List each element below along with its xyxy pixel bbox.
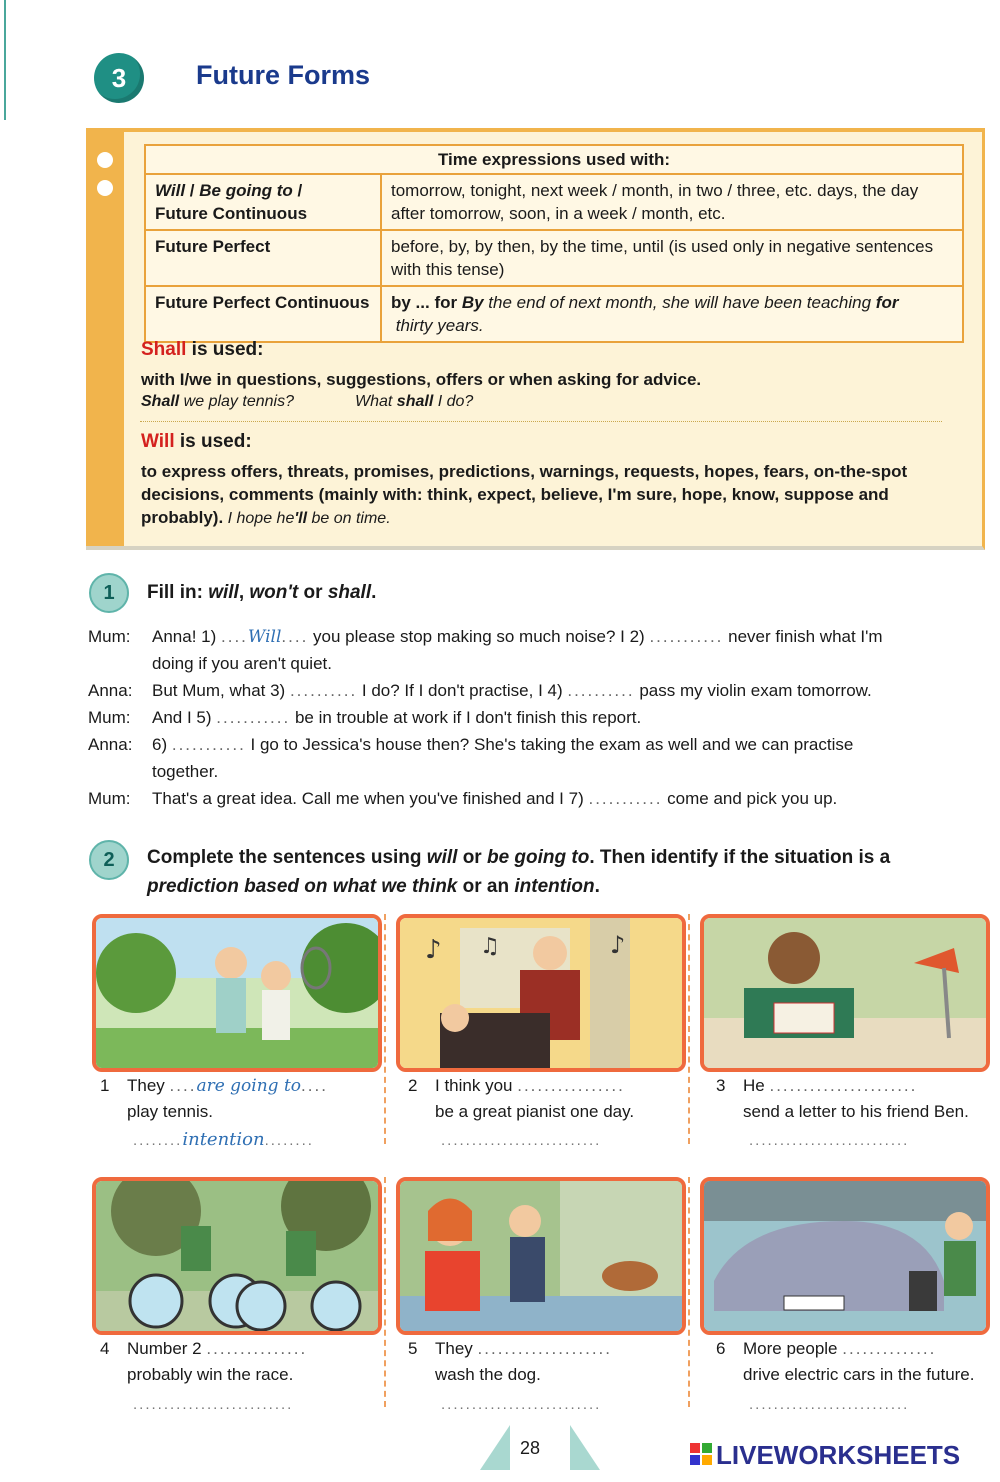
- svg-text:♪: ♪: [425, 935, 442, 965]
- brand-watermark: LIVEWORKSHEETS: [716, 1440, 961, 1470]
- item-line: More people ..............: [743, 1339, 937, 1358]
- item-2-answer-line[interactable]: ..........................: [441, 1132, 602, 1149]
- picture-letter: [700, 914, 990, 1072]
- item-1-blank[interactable]: ....are going to....: [169, 1076, 328, 1096]
- table-header: Time expressions used with:: [145, 145, 963, 174]
- item-line: They ....are going to....: [127, 1076, 328, 1096]
- time-expressions-table: [144, 144, 964, 343]
- item-3-blank[interactable]: ......................: [769, 1076, 918, 1095]
- blank-4[interactable]: ..........: [567, 681, 635, 700]
- speaker: Anna:: [88, 681, 133, 700]
- item-line: Number 2 ...............: [127, 1339, 308, 1358]
- item-line-2: wash the dog.: [435, 1365, 541, 1384]
- item-line-2: drive electric cars in the future.: [743, 1365, 975, 1384]
- dialogue-line: But Mum, what 3) .......... I do? If I don't practise, I 4) .......... pass my violin exam tomorrow.: [152, 681, 872, 700]
- item-line-2: play tennis.: [127, 1102, 213, 1121]
- row-text: by ... for By the end of next month, she will have been teaching for thirty years.: [381, 286, 963, 342]
- table-row: [145, 230, 963, 286]
- table-row: [145, 174, 963, 230]
- svg-text:♪: ♪: [610, 931, 626, 959]
- item-number: 6: [716, 1339, 726, 1358]
- blank-1[interactable]: ....Will....: [221, 627, 309, 647]
- dialogue-line: And I 5) ........... be in trouble at work if I don't finish this report.: [152, 708, 642, 727]
- picture-pianist: [396, 914, 686, 1072]
- exercise-2-title: Complete the sentences using will or be going to. Then identify if the situation is a prediction based on what we think or an intention.: [147, 847, 891, 897]
- blank-5[interactable]: ...........: [216, 708, 291, 727]
- table-row: [145, 286, 963, 342]
- blank-3[interactable]: ..........: [289, 681, 358, 700]
- shall-example-2: What shall I do?: [355, 393, 474, 410]
- item-line: He ......................: [743, 1076, 918, 1095]
- item-6-answer-line[interactable]: ..........................: [749, 1396, 910, 1413]
- section-number-badge: 3: [94, 53, 144, 103]
- page-number: 28: [520, 1438, 541, 1458]
- item-number: 5: [408, 1339, 418, 1358]
- dialogue-line-cont: doing if you aren't quiet.: [152, 654, 332, 673]
- item-4-answer-line[interactable]: ..........................: [133, 1396, 294, 1413]
- bullet-dot-icon: [97, 152, 113, 168]
- speaker: Anna:: [88, 735, 133, 754]
- dialogue-line: 6) ........... I go to Jessica's house then? She's taking the exam as well and we can practise: [152, 735, 854, 754]
- item-5-blank[interactable]: ....................: [477, 1339, 612, 1358]
- picture-tennis: [92, 914, 382, 1072]
- item-number: 1: [100, 1076, 110, 1095]
- dialogue-line: That's a great idea. Call me when you've finished and I 7) ........... come and pick you up.: [152, 789, 838, 808]
- shall-rule: with I/we in questions, suggestions, offers or when asking for advice.: [141, 370, 702, 389]
- column-divider: [688, 914, 690, 1144]
- liveworksheets-logo-icon: [690, 1443, 712, 1465]
- speaker: Mum:: [88, 708, 131, 727]
- row-text: tomorrow, tonight, next week / month, in two / three, etc. days, the day after tomorrow, soon, in a week / month, etc.: [381, 174, 963, 230]
- bullet-dot-icon: [97, 180, 113, 196]
- svg-text:♫: ♫: [480, 934, 500, 959]
- item-1-answer-line[interactable]: ........intention........: [133, 1129, 314, 1150]
- blank-6[interactable]: ...........: [171, 735, 246, 754]
- speaker: Mum:: [88, 627, 131, 646]
- shall-heading: Shall is used:: [141, 339, 264, 360]
- page-edge-line: [4, 0, 6, 120]
- blank-2[interactable]: ...........: [649, 627, 724, 646]
- exercise-1-title: Fill in: will, won't or shall.: [147, 582, 377, 603]
- item-line: I think you ................: [435, 1076, 625, 1095]
- item-line-2: probably win the race.: [127, 1365, 294, 1384]
- item-5-answer-line[interactable]: ..........................: [441, 1396, 602, 1413]
- column-divider: [688, 1177, 690, 1407]
- item-line: They ....................: [435, 1339, 612, 1358]
- row-label: Future Perfect: [145, 230, 381, 286]
- will-heading: Will is used:: [141, 431, 252, 452]
- dialogue-line-cont: together.: [152, 762, 219, 781]
- item-number: 2: [408, 1076, 418, 1095]
- blank-7[interactable]: ...........: [588, 789, 663, 808]
- column-divider: [384, 914, 386, 1144]
- speaker: Mum:: [88, 789, 131, 808]
- dialogue-line: Anna! 1) ....Will.... you please stop making so much noise? I 2) ........... never finish what I'm: [152, 627, 883, 647]
- picture-dog: [396, 1177, 686, 1335]
- item-2-blank[interactable]: ................: [517, 1076, 625, 1095]
- item-3-answer-line[interactable]: ..........................: [749, 1132, 910, 1149]
- column-divider: [384, 1177, 386, 1407]
- row-text: before, by, by then, by the time, until (is used only in negative sentences with this tense): [381, 230, 963, 286]
- section-title: Future Forms: [196, 60, 371, 90]
- item-6-blank[interactable]: ..............: [842, 1339, 937, 1358]
- picture-electric-car: [700, 1177, 990, 1335]
- row-label: Future Perfect Continuous: [145, 286, 381, 342]
- item-line-2: be a great pianist one day.: [435, 1102, 635, 1121]
- exercise-1-badge: 1: [89, 573, 129, 613]
- item-line-2: send a letter to his friend Ben.: [743, 1102, 969, 1121]
- item-number: 3: [716, 1076, 726, 1095]
- row-label: Will / Be going to / Future Continuous: [145, 174, 381, 230]
- exercise-2-badge: 2: [89, 840, 129, 880]
- item-4-blank[interactable]: ...............: [206, 1339, 308, 1358]
- item-number: 4: [100, 1339, 110, 1358]
- picture-cycling: [92, 1177, 382, 1335]
- box-divider: [140, 421, 942, 422]
- will-rule: to express offers, threats, promises, predictions, warnings, requests, hopes, fears, on-the-spot decisions, comments (mainly with: think, expect, believe, I'm sure, hope, know, suppose and probably). I hope he'll be on time.: [141, 462, 908, 527]
- shall-example-1: Shall we play tennis?: [141, 393, 294, 410]
